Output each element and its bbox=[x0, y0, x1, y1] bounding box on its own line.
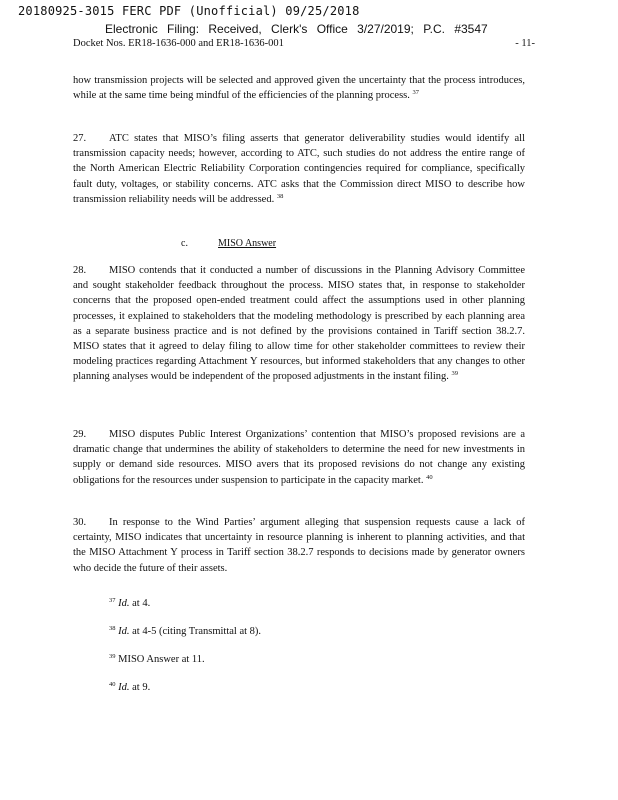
paragraph-text: ATC states that MISO’s filing asserts that generator deliverability studies would identify all transmission capacity needs; however, according to ATC, such studies do not address the entire range of the North American Electric Reliability Corporation contingencies required for compliance, specifically fault duty, voltages, or stability concerns. ATC asks that the Commission direct MISO to describe how transmission reliability needs will be addressed. bbox=[73, 133, 525, 205]
section-letter: c. bbox=[181, 238, 188, 249]
paragraph-number: 27. bbox=[73, 133, 87, 144]
paragraph-continuation bbox=[73, 73, 525, 103]
section-title: MISO Answer bbox=[218, 238, 277, 249]
paragraph-number: 28. bbox=[73, 265, 87, 276]
footnote-38 bbox=[109, 626, 261, 637]
footnote-text: at 4. bbox=[132, 598, 151, 609]
electronic-filing-stamp: Electronic Filing: Received, Clerk's Office 3/27/2019; P.C. #3547 bbox=[105, 22, 488, 36]
footnote-text: at 9. bbox=[132, 682, 151, 693]
paragraph-30 bbox=[73, 515, 525, 576]
footnote-ref: 37 bbox=[412, 89, 419, 97]
footnote-text: at 4-5 (citing Transmittal at 8). bbox=[132, 626, 262, 637]
section-heading bbox=[181, 238, 298, 249]
footnote-39 bbox=[109, 654, 205, 665]
page-number: - 11- bbox=[515, 38, 535, 49]
footnote-number: 38 bbox=[109, 625, 116, 632]
footnote-number: 40 bbox=[109, 681, 116, 688]
paragraph-29 bbox=[73, 427, 525, 488]
paragraph-number: 29. bbox=[73, 429, 87, 440]
paragraph-text: MISO contends that it conducted a number of discussions in the Planning Advisory Committee and sought stakeholder feedback throughout the process. MISO states that, in response to stakeholder concerns that the proposed open-ended treatment could affect the assumptions used in other planning processes, it explained to stakeholders that the modeling methodology is prescribed by each planning area as a separate business practice and is not defined by the provisions contained in Tariff section 38.2.7. MISO states that it agreed to delay filing to allow time for other stakeholder committees to review their modeling practices regarding Attachment Y resources, but informed stakeholders that any changes to other planning analyses would be independent of the proposed adjustments in the instant filing. bbox=[73, 265, 525, 383]
paragraph-number: 30. bbox=[73, 517, 87, 528]
footnote-number: 37 bbox=[109, 597, 116, 604]
paragraph-27 bbox=[73, 131, 525, 207]
footnote-ref: 39 bbox=[451, 370, 459, 378]
footnote-text: MISO Answer at 11. bbox=[118, 654, 205, 665]
footnote-id: Id. bbox=[118, 598, 130, 609]
footnote-40 bbox=[109, 682, 150, 693]
footnote-ref: 40 bbox=[426, 473, 433, 481]
footnote-id: Id. bbox=[118, 626, 130, 637]
paragraph-text: In response to the Wind Parties’ argument alleging that suspension requests cause a lack of certainty, MISO indicates that uncertainty in resource planning is inherent to planning activities, and that the MISO Attachment Y process in Tariff section 38.2.7 responds to decisions made by generator owners who decide the future of their assets. bbox=[73, 517, 525, 574]
footnote-id: Id. bbox=[118, 682, 130, 693]
footnote-number: 39 bbox=[109, 653, 116, 660]
docket-numbers: Docket Nos. ER18-1636-000 and ER18-1636-001 bbox=[73, 38, 284, 49]
footnote-ref: 38 bbox=[276, 192, 284, 200]
paragraph-28 bbox=[73, 263, 525, 385]
ferc-stamp: 20180925-3015 FERC PDF (Unofficial) 09/25/2018 bbox=[18, 4, 360, 18]
docket-line bbox=[73, 38, 535, 49]
paragraph-text: MISO disputes Public Interest Organizations’ contention that MISO’s proposed revisions are a dramatic change that undermines the ability of stakeholders to determine the need for new investments in supply or demand side resources. MISO avers that its proposed revisions do not change any existing obligations for the resources under suspension to participate in the capacity market. bbox=[73, 429, 525, 486]
footnote-37 bbox=[109, 598, 150, 609]
paragraph-text: how transmission projects will be selected and approved given the uncertainty that the process introduces, while at the same time being mindful of the efficiencies of the planning process. bbox=[73, 75, 525, 102]
